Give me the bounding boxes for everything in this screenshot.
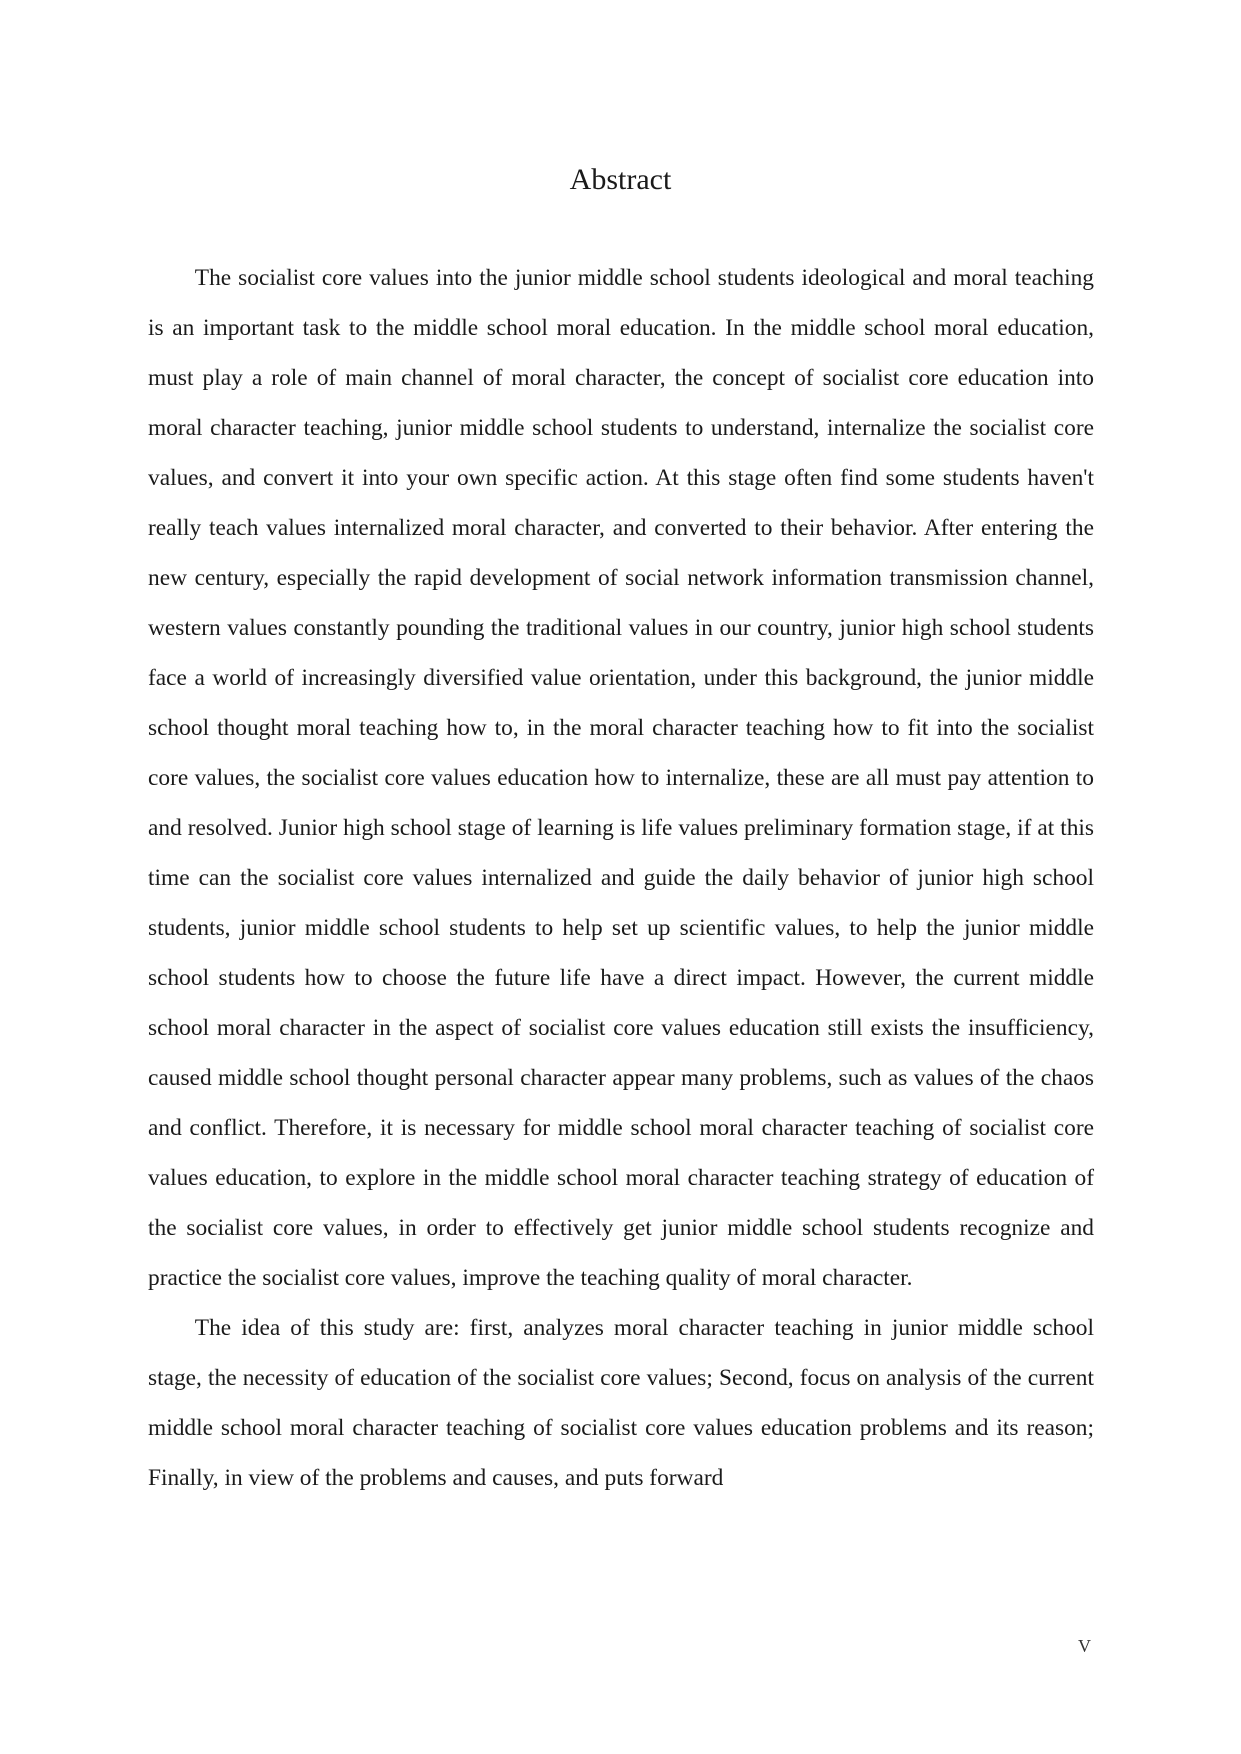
abstract-paragraph-1: The socialist core values into the junior middle school students ideological and moral teaching is an important task to the middle school moral education. In the middle school moral education, must play a role of main channel of moral character, the concept of socialist core education into moral character teaching, junior middle school students to understand, internalize the socialist core values, and convert it into your own specific action. At this stage often find some students haven't really teach values internalized moral character, and converted to their behavior. After entering the new century, especially the rapid development of social network information transmission channel, western values constantly pounding the traditional values in our country, junior high school students face a world of increasingly diversified value orientation, under this background, the junior middle school thought moral teaching how to, in the moral character teaching how to fit into the socialist core values, the socialist core values education how to internalize, these are all must pay attention to and resolved. Junior high school stage of learning is life values preliminary formation stage, if at this time can the socialist core values internalized and guide the daily behavior of junior high school students, junior middle school students to help set up scientific values, to help the junior middle school students how to choose the future life have a direct impact. However, the current middle school moral character in the aspect of socialist core values education still exists the insufficiency, caused middle school thought personal character appear many problems, such as values of the chaos and conflict. Therefore, it is necessary for middle school moral character teaching of socialist core values education, to explore in the middle school moral character teaching strategy of education of the socialist core values, in order to effectively get junior middle school students recognize and practice the socialist core values, improve the teaching quality of moral character. xyxy=(148,265,1094,1291)
abstract-title: Abstract xyxy=(569,163,672,196)
abstract-paragraph-2: The idea of this study are: first, analyzes moral character teaching in junior middle school stage, the necessity of education of the socialist core values; Second, focus on analysis of the current middle school moral character teaching of socialist core values education problems and its reason; Finally, in view of the problems and causes, and puts forward xyxy=(148,1315,1094,1491)
page-number: V xyxy=(1078,1636,1091,1656)
abstract-body xyxy=(148,253,1094,1503)
